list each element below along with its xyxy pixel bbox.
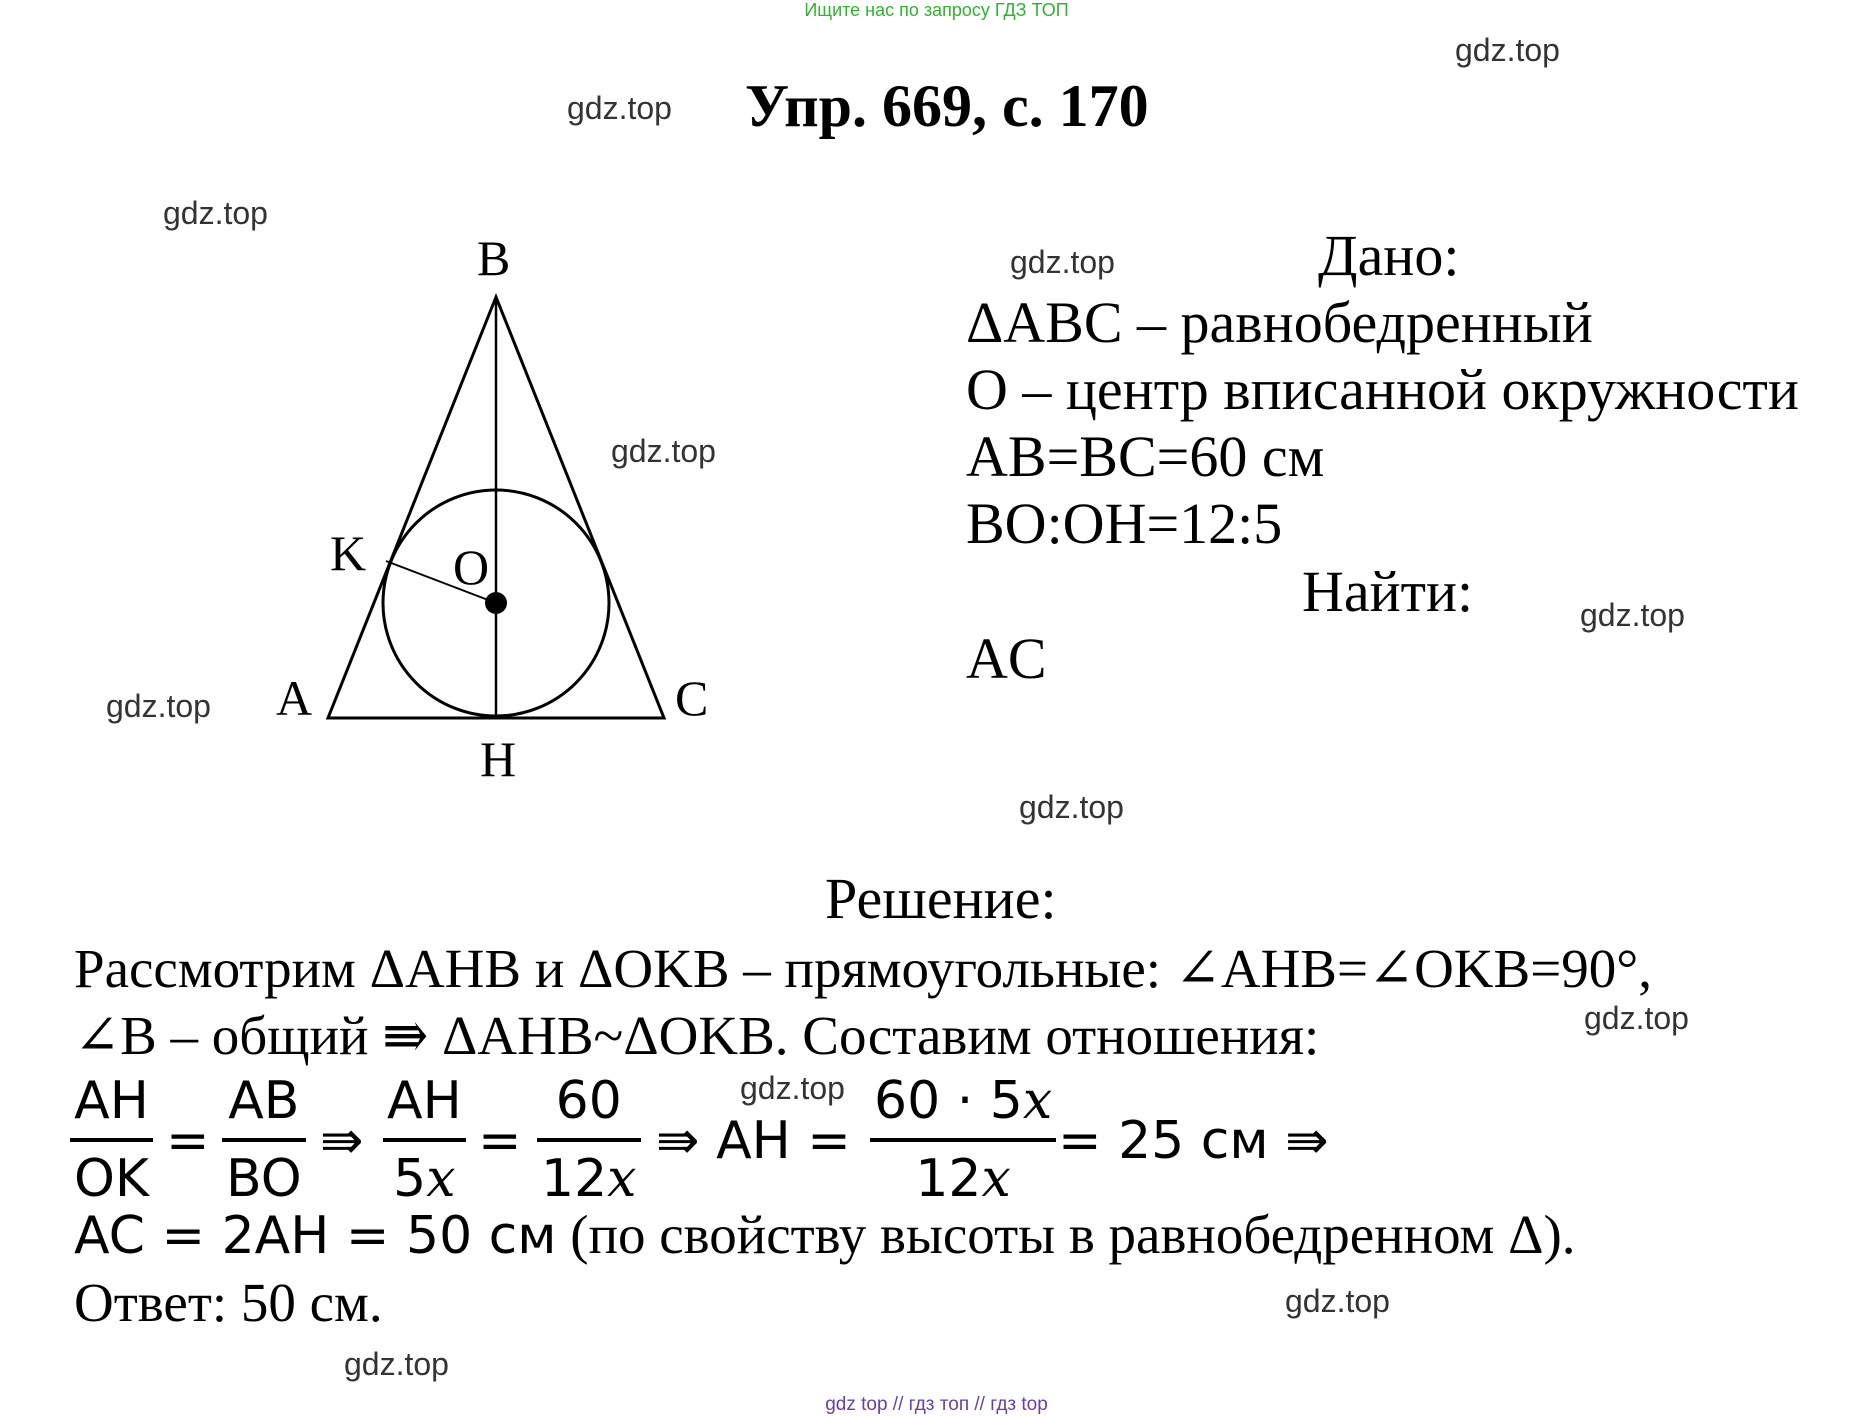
given-line-1: ΔABC – равнобедренный xyxy=(966,290,1593,355)
denominator: BO xyxy=(226,1149,302,1209)
variable-x: x xyxy=(607,1149,637,1209)
watermark: gdz.top xyxy=(1010,244,1115,280)
equals-sign: = xyxy=(166,1111,210,1171)
variable-x: x xyxy=(426,1149,456,1209)
watermark: gdz.top xyxy=(1584,1000,1689,1036)
variable-x: x xyxy=(1022,1071,1053,1131)
denominator-number: 12 xyxy=(915,1149,982,1209)
ac-explanation: (по свойству высоты в равнобедренном Δ). xyxy=(556,1204,1576,1265)
fraction-ah-ok xyxy=(70,1064,153,1216)
top-banner[interactable]: Ищите нас по запросу ГДЗ ТОП xyxy=(804,0,1069,20)
variable-x: x xyxy=(981,1149,1011,1209)
bottom-banner[interactable]: gdz top // гдз топ // гдз top xyxy=(825,1394,1048,1415)
label-a: A xyxy=(276,670,313,726)
fraction-ab-bo xyxy=(222,1064,306,1216)
label-h: H xyxy=(480,731,517,787)
fraction-60-12x xyxy=(537,1064,641,1216)
implies-ah-equals: ⇛ AH = xyxy=(656,1111,851,1171)
watermark: gdz.top xyxy=(344,1346,449,1382)
find-heading: Найти: xyxy=(1302,559,1474,624)
denominator-number: 12 xyxy=(541,1149,608,1209)
watermark: gdz.top xyxy=(567,90,672,126)
given-line-2: O – центр вписанной окружности xyxy=(966,357,1799,422)
numerator: AH xyxy=(387,1071,462,1131)
watermark: gdz.top xyxy=(611,433,716,469)
watermark: gdz.top xyxy=(740,1070,845,1106)
triangle-figure xyxy=(0,0,760,800)
denominator: OK xyxy=(74,1149,150,1209)
label-o: O xyxy=(453,539,490,595)
label-k: K xyxy=(330,525,367,581)
numerator xyxy=(870,1064,1056,1138)
fraction-300x-12x xyxy=(870,1064,1056,1216)
fraction-ah-5x xyxy=(383,1064,466,1216)
given-line-3: AB=BC=60 см xyxy=(966,424,1325,489)
implies-sign: ⇛ xyxy=(320,1111,364,1171)
find-value: AC xyxy=(966,626,1047,691)
numerator: 60 xyxy=(555,1071,622,1131)
ac-formula: AC = 2AH = 50 см xyxy=(74,1206,557,1266)
answer: Ответ: 50 см. xyxy=(74,1272,383,1333)
watermark: gdz.top xyxy=(1285,1283,1390,1319)
result-25-cm: = 25 см ⇛ xyxy=(1058,1111,1329,1171)
numerator: AH xyxy=(74,1071,149,1131)
solution-line-ac xyxy=(74,1203,1576,1266)
equals-sign: = xyxy=(478,1111,522,1171)
watermark: gdz.top xyxy=(1455,32,1560,68)
label-b: B xyxy=(477,230,511,286)
center-point-o xyxy=(485,592,507,614)
solution-heading: Решение: xyxy=(825,866,1057,931)
given-line-4: BO:OH=12:5 xyxy=(966,491,1283,556)
denominator-number: 5 xyxy=(393,1149,427,1209)
page-title: Упр. 669, с. 170 xyxy=(745,73,1149,139)
solution-line-2: ∠B – общий ⇛ ΔAHB~ΔOKB. Составим отношения: xyxy=(74,1005,1320,1066)
watermark: gdz.top xyxy=(106,688,211,724)
solution-line-1: Рассмотрим ΔAHB и ΔOKB – прямоугольные: ∠AHB=∠OKB=90°, xyxy=(74,938,1652,999)
watermark: gdz.top xyxy=(1019,789,1124,825)
label-c: C xyxy=(675,670,709,726)
numerator: AB xyxy=(228,1071,300,1131)
watermark: gdz.top xyxy=(1580,597,1685,633)
watermark: gdz.top xyxy=(163,195,268,231)
numerator-number: 60 · 5 xyxy=(874,1071,1023,1131)
given-heading: Дано: xyxy=(1318,223,1460,288)
